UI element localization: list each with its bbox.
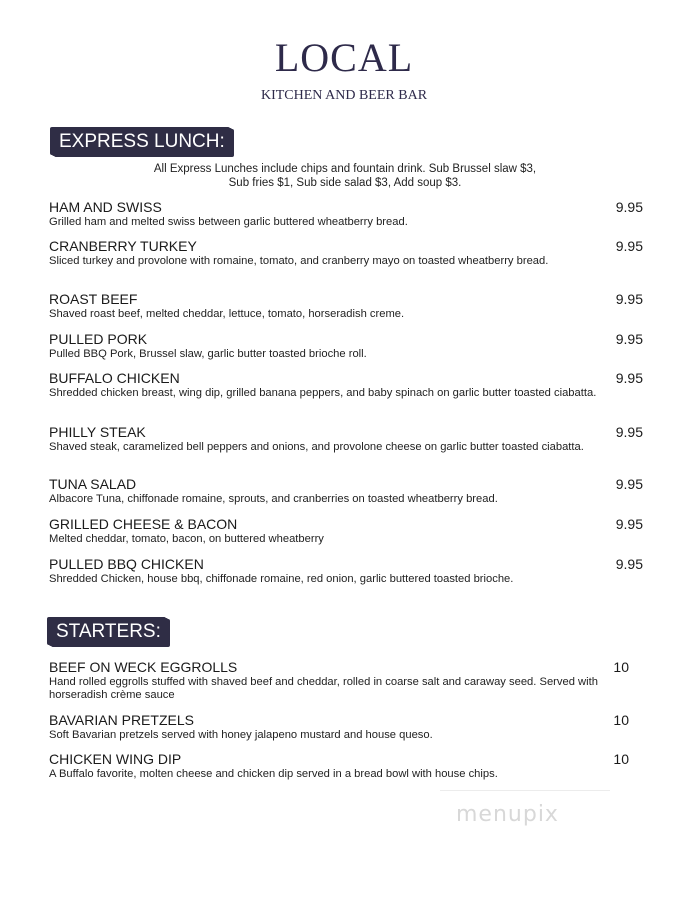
express-lunch-intro bbox=[90, 162, 600, 190]
express-lunch-heading: EXPRESS LUNCH: bbox=[52, 128, 232, 156]
item-name: BAVARIAN PRETZELS bbox=[49, 712, 194, 728]
item-description: Hand rolled eggrolls stuffed with shaved beef and cheddar, rolled in coarse salt and caraway seed. Served with horseradish crème sauce bbox=[49, 676, 598, 701]
menu-item bbox=[49, 199, 643, 229]
item-price: 9.95 bbox=[615, 370, 643, 386]
item-name: PULLED BBQ CHICKEN bbox=[49, 556, 204, 572]
menu-item bbox=[49, 556, 643, 586]
item-description: A Buffalo favorite, molten cheese and chicken dip served in a bread bowl with house chips. bbox=[49, 768, 498, 780]
menu-item bbox=[49, 238, 643, 268]
menu-item bbox=[49, 659, 643, 702]
item-price: 10 bbox=[613, 659, 629, 675]
menu-item bbox=[49, 476, 643, 506]
item-name: CRANBERRY TURKEY bbox=[49, 238, 197, 254]
item-price: 9.95 bbox=[615, 516, 643, 532]
item-description: Shaved roast beef, melted cheddar, lettuce, tomato, horseradish creme. bbox=[49, 308, 405, 320]
item-description: Grilled ham and melted swiss between garlic buttered wheatberry bread. bbox=[49, 216, 408, 228]
item-description: Soft Bavarian pretzels served with honey jalapeno mustard and house queso. bbox=[49, 729, 433, 741]
restaurant-name: LOCAL bbox=[274, 35, 414, 80]
watermark-divider bbox=[440, 790, 610, 791]
item-description: Sliced turkey and provolone with romaine, tomato, and cranberry mayo on toasted wheatberry bread. bbox=[49, 255, 549, 267]
item-price: 9.95 bbox=[615, 476, 643, 492]
item-description: Shredded Chicken, house bbq, chiffonade romaine, red onion, garlic buttered toasted brioche. bbox=[49, 573, 514, 585]
item-price: 10 bbox=[613, 751, 629, 767]
item-name: BEEF ON WECK EGGROLLS bbox=[49, 659, 238, 675]
intro-line: Sub fries $1, Sub side salad $3, Add soup $3. bbox=[228, 177, 462, 189]
item-price: 9.95 bbox=[615, 199, 643, 215]
item-price: 9.95 bbox=[615, 424, 643, 440]
item-price: 9.95 bbox=[615, 556, 643, 572]
item-name: BUFFALO CHICKEN bbox=[49, 370, 180, 386]
item-name: ROAST BEEF bbox=[49, 291, 138, 307]
item-name: PULLED PORK bbox=[49, 331, 148, 347]
item-description: Melted cheddar, tomato, bacon, on buttered wheatberry bbox=[49, 533, 324, 545]
intro-line: All Express Lunches include chips and fountain drink. Sub Brussel slaw $3, bbox=[153, 163, 537, 175]
item-name: HAM AND SWISS bbox=[49, 199, 162, 215]
item-name: GRILLED CHEESE & BACON bbox=[49, 516, 238, 532]
item-price: 9.95 bbox=[615, 238, 643, 254]
item-price: 9.95 bbox=[615, 331, 643, 347]
item-name: PHILLY STEAK bbox=[49, 424, 146, 440]
watermark: menupix bbox=[456, 802, 559, 827]
menu-item bbox=[49, 516, 643, 546]
item-description: Shaved steak, caramelized bell peppers and onions, and provolone cheese on garlic butter toasted ciabatta. bbox=[49, 441, 584, 453]
item-description: Pulled BBQ Pork, Brussel slaw, garlic butter toasted brioche roll. bbox=[49, 348, 367, 360]
item-description: Shredded chicken breast, wing dip, grilled banana peppers, and baby spinach on garlic butter toasted ciabatta. bbox=[49, 387, 597, 399]
menu-item bbox=[49, 331, 643, 361]
menu-item bbox=[49, 712, 643, 742]
menu-item bbox=[49, 370, 643, 400]
item-price: 9.95 bbox=[615, 291, 643, 307]
menu-item bbox=[49, 424, 643, 454]
starters-heading: STARTERS: bbox=[49, 618, 168, 646]
item-description: Albacore Tuna, chiffonade romaine, sprouts, and cranberries on toasted wheatberry bread. bbox=[49, 493, 498, 505]
menu-item bbox=[49, 751, 643, 781]
item-name: CHICKEN WING DIP bbox=[49, 751, 182, 767]
item-name: TUNA SALAD bbox=[49, 476, 137, 492]
menu-item bbox=[49, 291, 643, 321]
restaurant-tagline: KITCHEN AND BEER BAR bbox=[260, 88, 428, 103]
item-price: 10 bbox=[613, 712, 629, 728]
